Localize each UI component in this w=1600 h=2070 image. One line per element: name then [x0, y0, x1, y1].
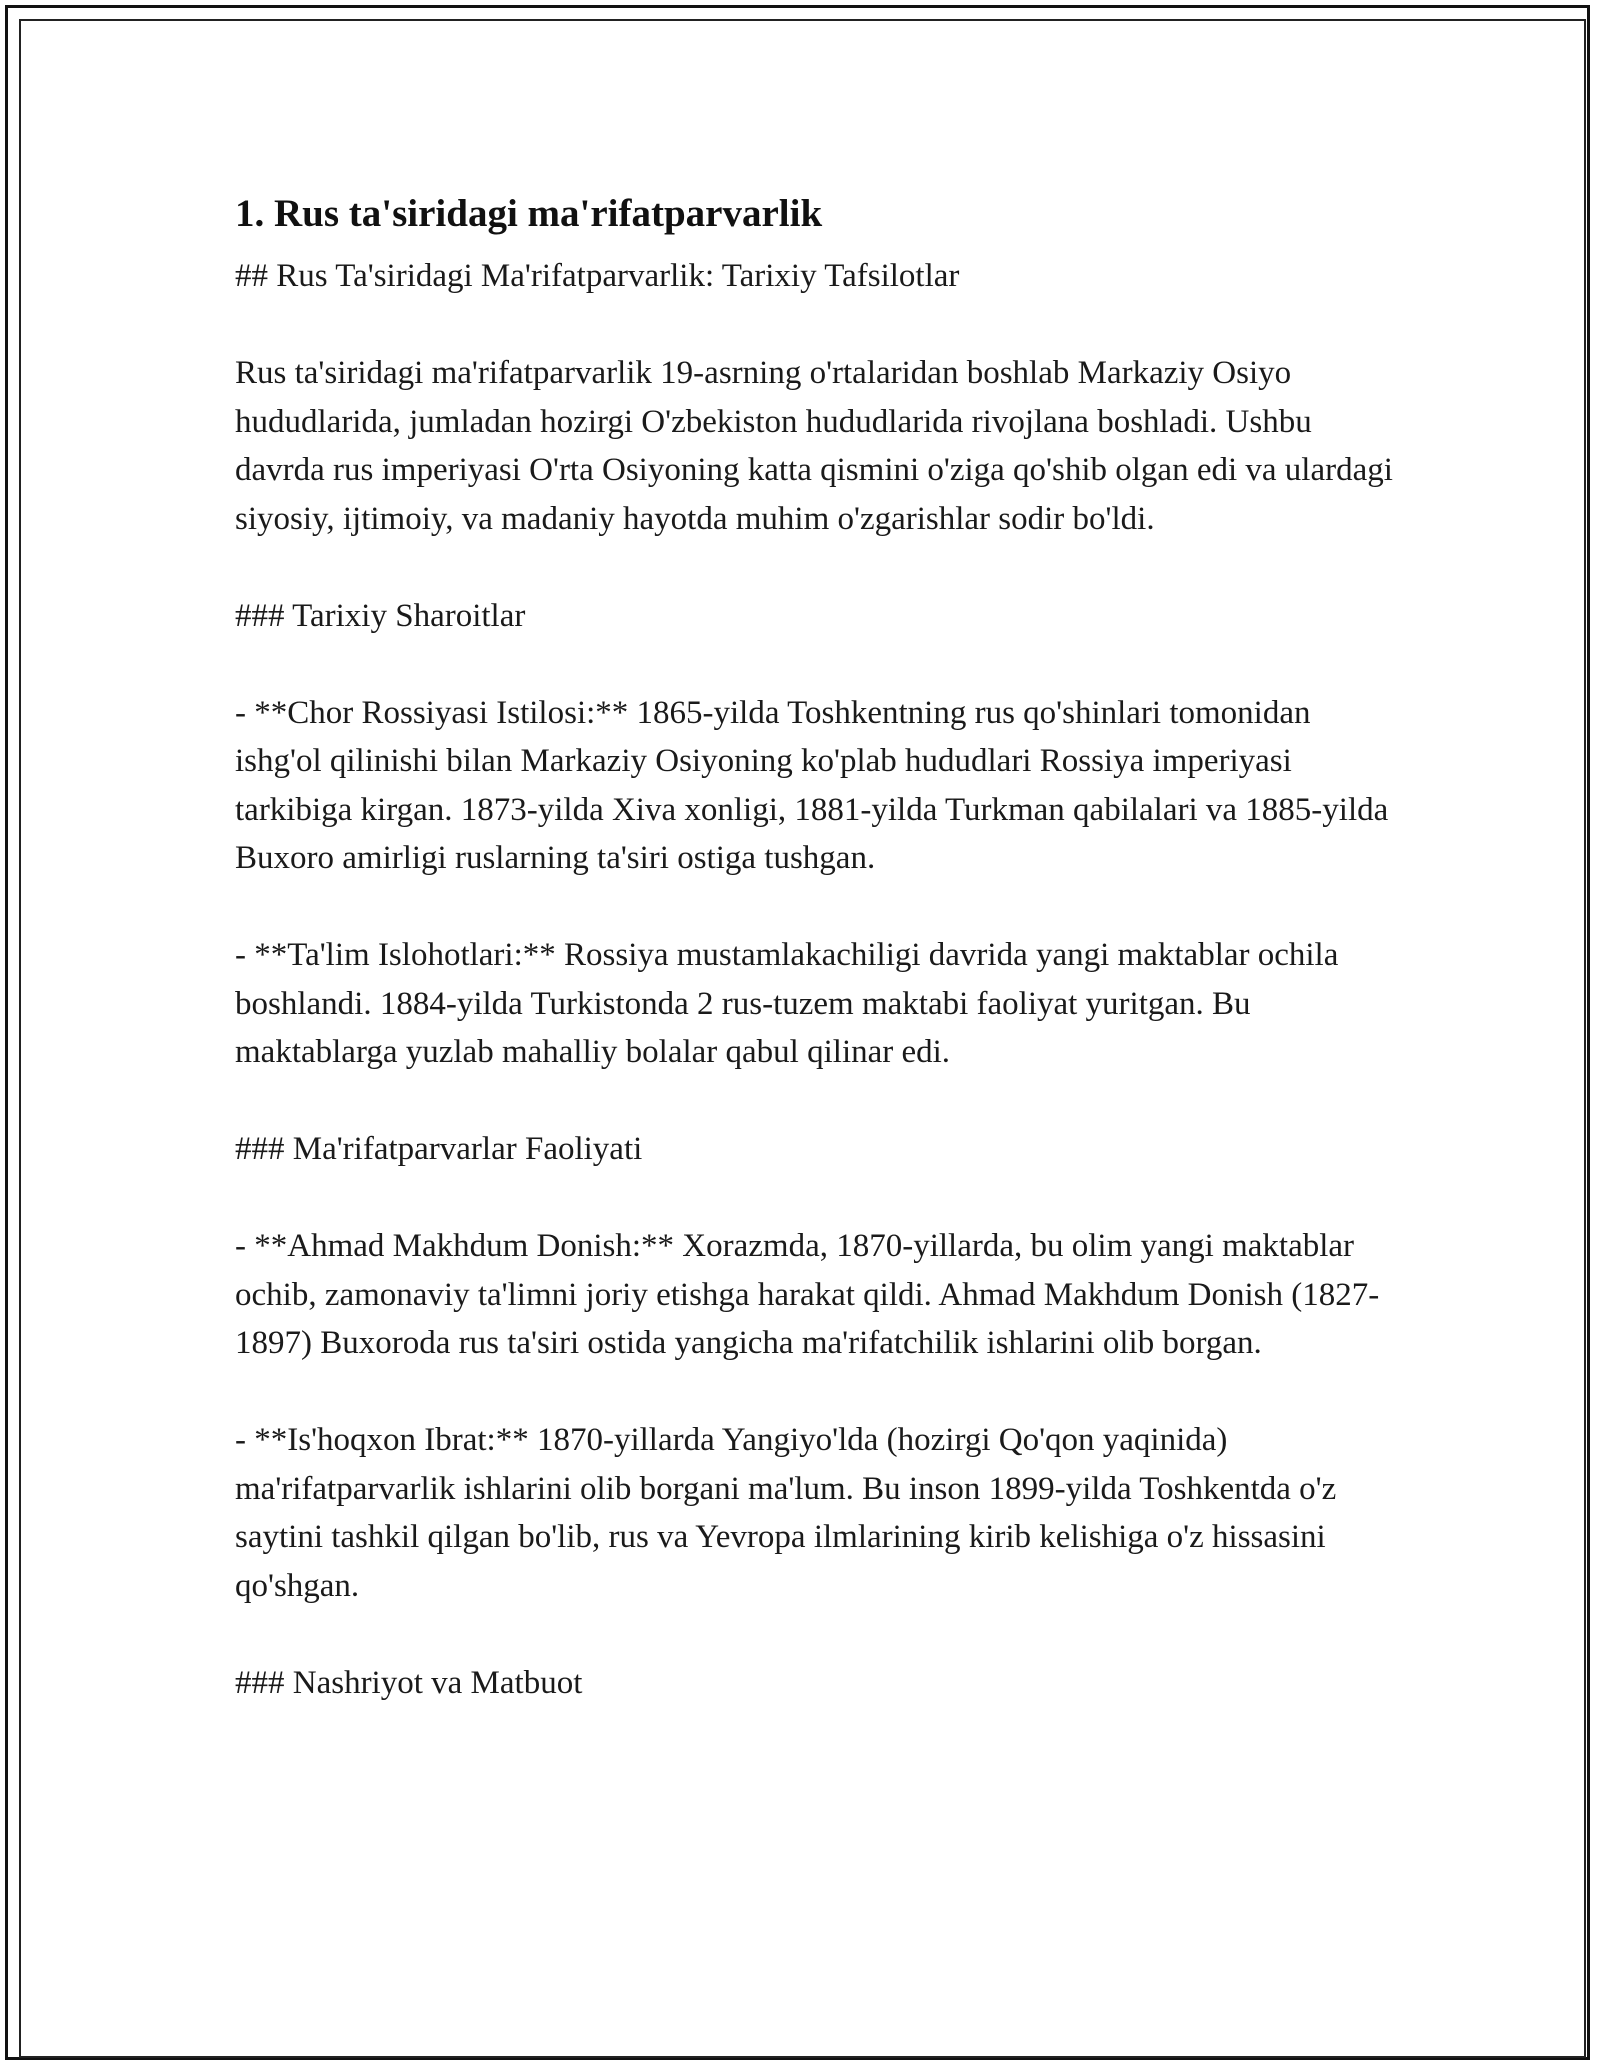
document-body — [235, 186, 1395, 1707]
intro-paragraph: Rus ta'siridagi ma'rifatparvarlik 19-asrning o'rtalaridan boshlab Markaziy Osiyo hududlarida, jumladan hozirgi O'zbekiston hududlarida rivojlana boshladi. Ushbu davrda rus imperiyasi O'rta Osiyoning katta qismini o'ziga qo'shib olgan edi va ulardagi siyosiy, ijtimoiy, va madaniy hayotda muhim o'zgarishlar sodir bo'ldi. — [235, 355, 1393, 537]
subsection-heading: ### Ma'rifatparvarlar Faoliyati — [235, 1131, 643, 1167]
section-heading: ## Rus Ta'siridagi Ma'rifatparvarlik: Tarixiy Tafsilotlar — [235, 258, 960, 294]
list-item: - **Ahmad Makhdum Donish:** Xorazmda, 1870-yillarda, bu olim yangi maktablar ochib, zamonaviy ta'limni joriy etishga harakat qildi. Ahmad Makhdum Donish (1827-1897) Buxoroda rus ta'siri ostida yangicha ma'rifatchilik ishlarini olib borgan. — [235, 1228, 1380, 1361]
subsection-heading: ### Nashriyot va Matbuot — [235, 1664, 583, 1701]
document-title: 1. Rus ta'siridagi ma'rifatparvarlik — [235, 192, 823, 235]
list-item: - **Is'hoqxon Ibrat:** 1870-yillarda Yangiyo'lda (hozirgi Qo'qon yaqinida) ma'rifatparvarlik ishlarini olib borgani ma'lum. Bu inson 1899-yilda Toshkentda o'z saytini tashkil qilgan bo'lib, rus va Yevropa ilmlarining kirib kelishiga o'z hissasini qo'shgan. — [235, 1422, 1337, 1604]
list-item: - **Ta'lim Islohotlari:** Rossiya mustamlakachiligi davrida yangi maktablar ochila boshlandi. 1884-yilda Turkistonda 2 rus-tuzem maktabi faoliyat yuritgan. Bu maktablarga yuzlab mahalliy bolalar qabul qilinar edi. — [235, 937, 1339, 1070]
subsection-heading: ### Tarixiy Sharoitlar — [235, 597, 526, 634]
list-item: - **Chor Rossiyasi Istilosi:** 1865-yilda Toshkentning rus qo'shinlari tomonidan ishg'ol qilinishi bilan Markaziy Osiyoning ko'plab hududlari Rossiya imperiyasi tarkibiga kirgan. 1873-yilda Xiva xonligi, 1881-yilda Turkman qabilalari va 1885-yilda Buxoro amirligi ruslarning ta'siri ostiga tushgan. — [235, 694, 1389, 876]
